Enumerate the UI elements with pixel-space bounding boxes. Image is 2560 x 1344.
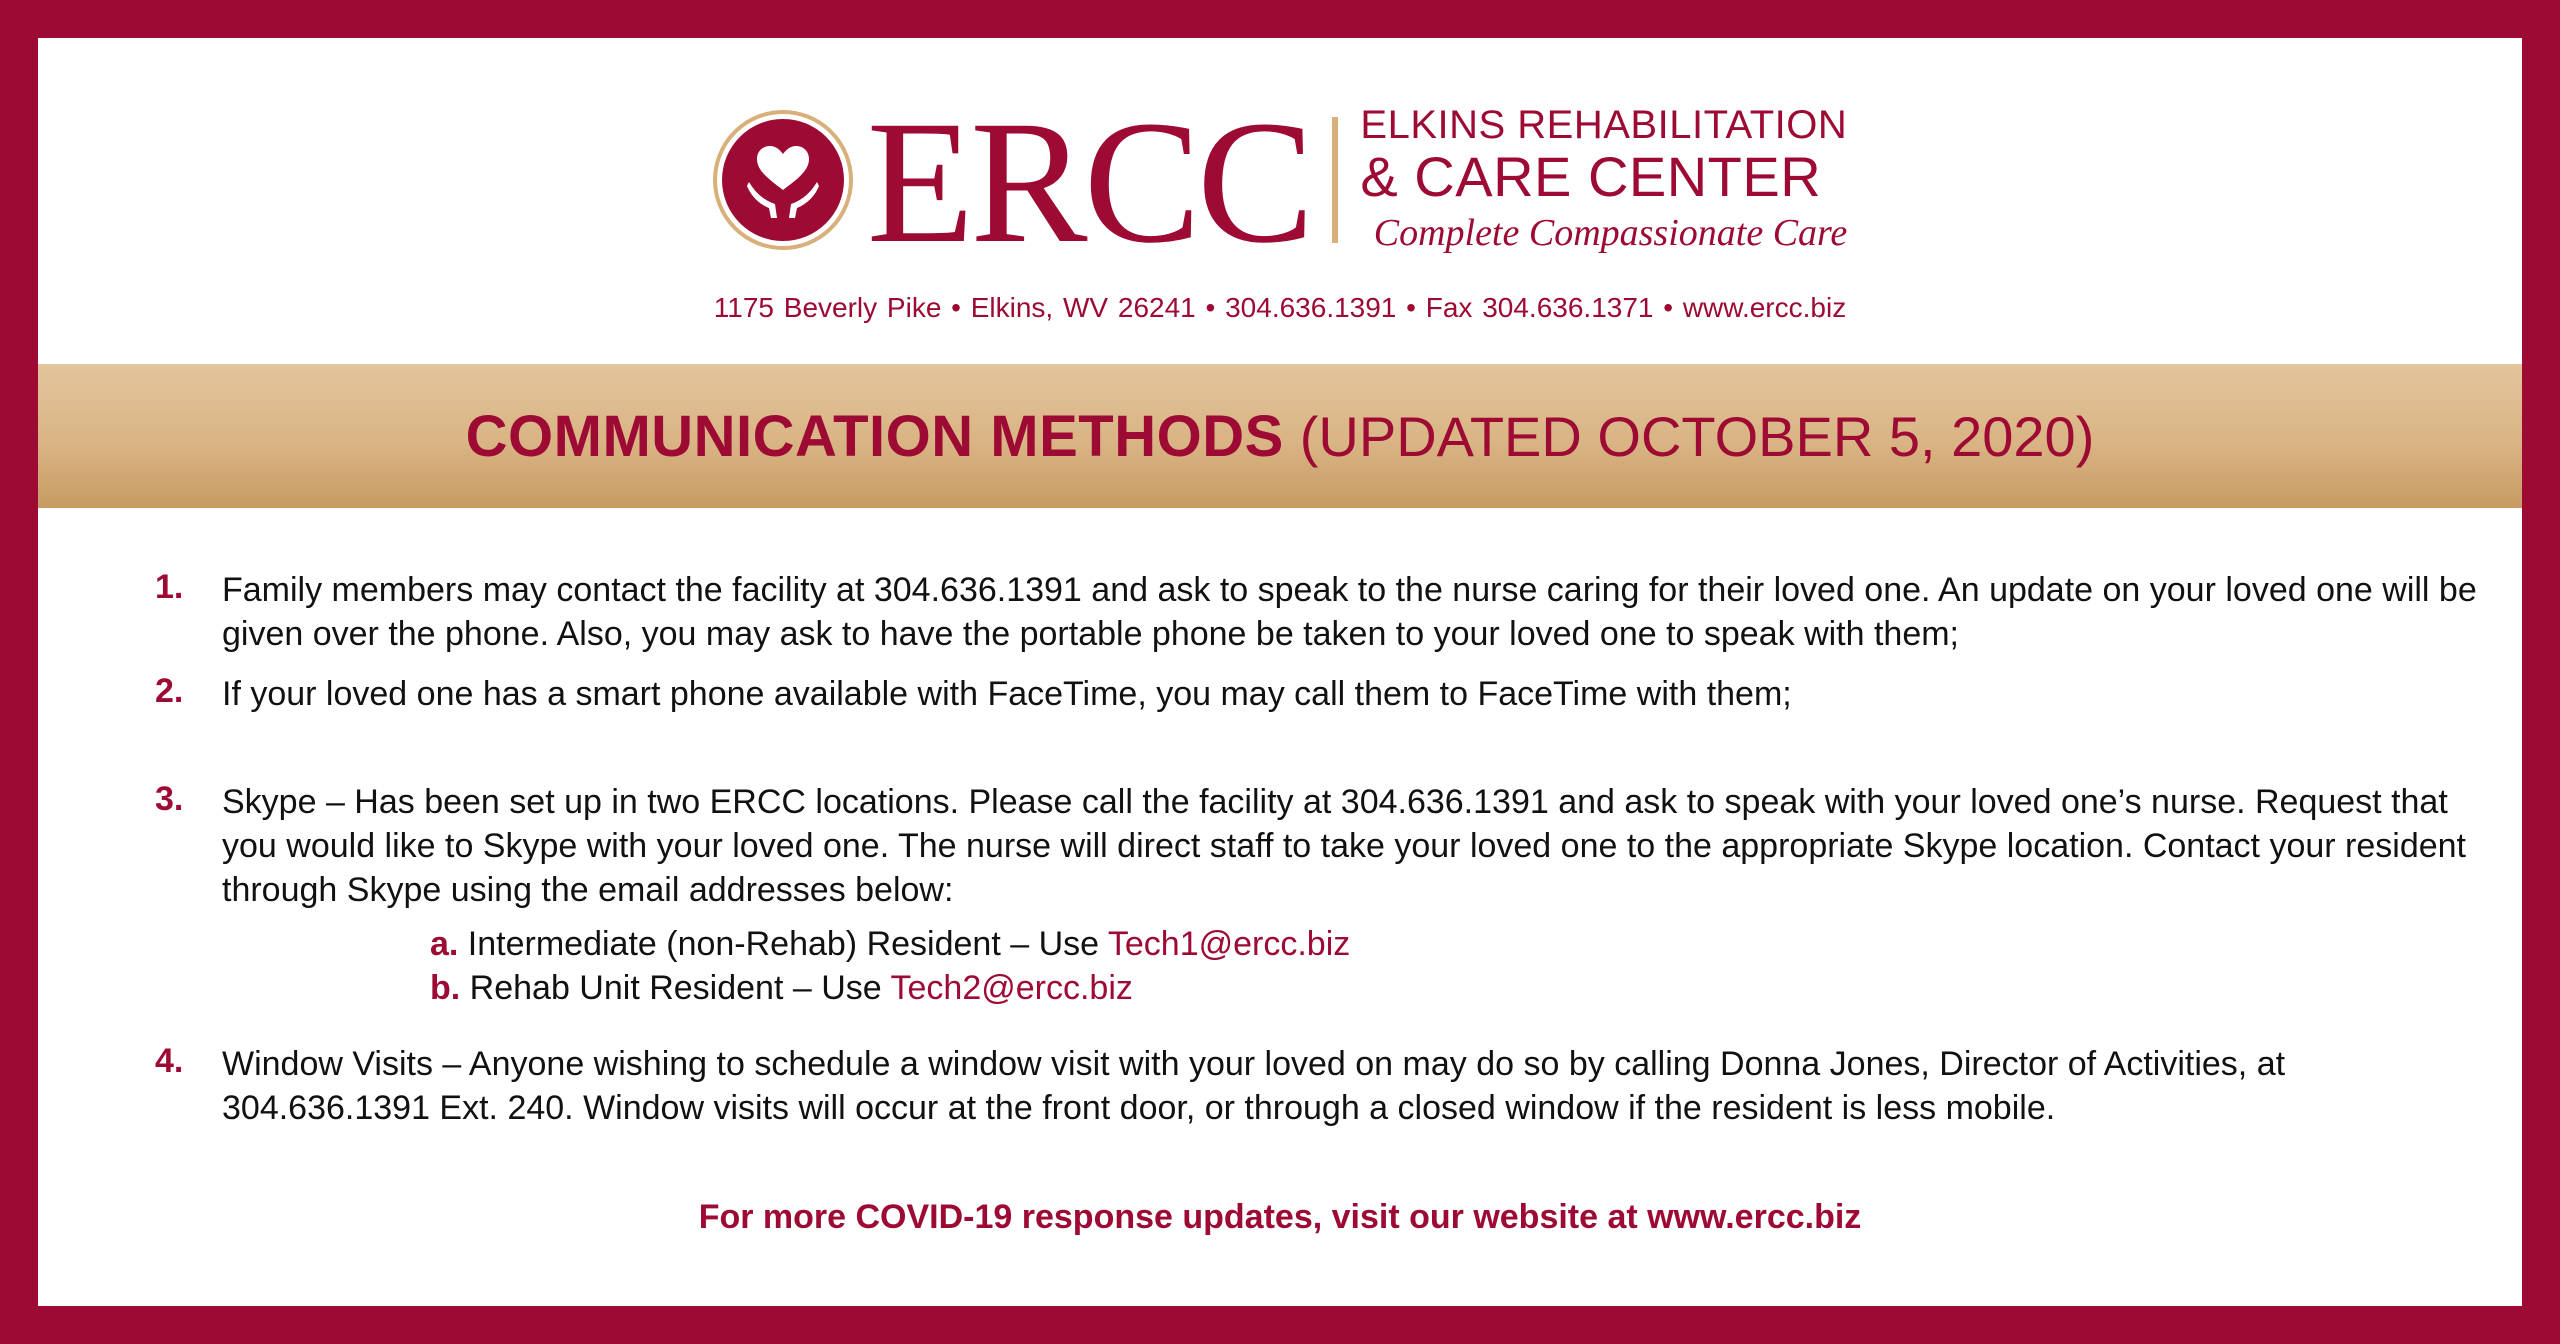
- footer-note: For more COVID-19 response updates, visit our website at www.ercc.biz: [698, 1198, 1862, 1236]
- divider: [1332, 117, 1338, 243]
- item-text: Family members may contact the facility at 304.636.1391 and ask to speak to the nurse caring for their loved one. An update on your loved one will be given over the phone. Also, you may ask to have the portable phone be taken to your loved one to speak with them;: [222, 571, 2477, 653]
- sub-item-letter: b.: [430, 969, 461, 1007]
- item-number: 1.: [155, 568, 184, 606]
- ercc-wordmark: ERCC: [866, 85, 1311, 280]
- sub-item-text: Intermediate (non-Rehab) Resident – Use: [458, 925, 1108, 963]
- page-subtitle: (UPDATED OCTOBER 5, 2020): [1299, 404, 2095, 468]
- item-number: 2.: [155, 672, 184, 710]
- facility-name: [1360, 105, 1847, 255]
- item-text: Skype – Has been set up in two ERCC locations. Please call the facility at 304.636.1391 and ask to speak with your loved one’s nurse. Request that you would like to Skype with your loved one. The nurse will direct staff to take your loved one to the appropriate Skype location. Contact your resident through Skype using the email addresses below:: [222, 783, 2466, 909]
- sub-item-letter: a.: [430, 925, 459, 963]
- item-number: 3.: [155, 780, 184, 818]
- item-number: 4.: [155, 1042, 184, 1080]
- contact-address: 1175 Beverly Pike • Elkins, WV 26241 • 304.636.1391 • Fax 304.636.1371 • www.ercc.biz: [713, 292, 1847, 323]
- heart-hands-icon: [713, 110, 853, 250]
- sub-item: [430, 966, 1133, 1010]
- flyer-frame: [38, 38, 2522, 1306]
- page-title: COMMUNICATION METHODS: [465, 403, 1284, 469]
- email-link[interactable]: Tech1@ercc.biz: [1107, 925, 1351, 963]
- tagline: Complete Compassionate Care: [1373, 212, 1848, 254]
- facility-name-line1: ELKINS REHABILITATION: [1360, 103, 1848, 147]
- email-link[interactable]: Tech2@ercc.biz: [890, 969, 1133, 1007]
- logo: [38, 85, 2522, 280]
- sub-item: [430, 922, 1350, 966]
- item-text: If your loved one has a smart phone available with FaceTime, you may call them to FaceTime with them;: [222, 675, 1792, 713]
- facility-name-line2: & CARE CENTER: [1360, 145, 1822, 208]
- item-text: Window Visits – Anyone wishing to schedule a window visit with your loved on may do so by calling Donna Jones, Director of Activities, at 304.636.1391 Ext. 240. Window visits will occur at the front door, or through a closed window if the resident is less mobile.: [222, 1045, 2286, 1127]
- sub-item-text: Rehab Unit Resident – Use: [460, 969, 891, 1007]
- title-band: [38, 364, 2522, 508]
